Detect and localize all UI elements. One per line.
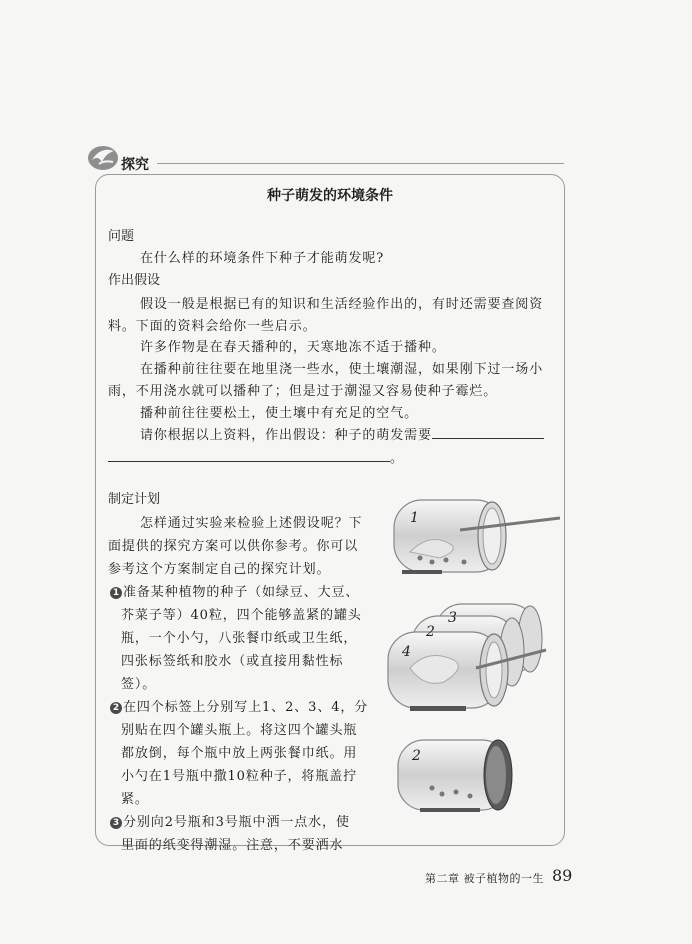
- hypothesis-heading: 作出假设: [108, 273, 161, 288]
- bird-logo-icon: [86, 142, 120, 172]
- answer-blank-1[interactable]: [432, 425, 544, 439]
- step-number-2: 2: [110, 702, 122, 714]
- jar-label: 2: [426, 624, 435, 640]
- jar-label: 1: [410, 510, 419, 526]
- chapter-footer: 第二章 被子植物的一生: [425, 872, 544, 885]
- hypothesis-paragraph-line: 播种前往往要松土，使土壤中有充足的空气。: [140, 406, 419, 421]
- step-2: [110, 696, 368, 715]
- plan-intro-line: 参考这个方案制定自己的探究计划。: [108, 562, 331, 577]
- header-divider: [157, 163, 564, 164]
- step-line: 在四个标签上分别写上1、2、3、4，分: [123, 700, 369, 715]
- step-3: [110, 811, 350, 830]
- hypothesis-paragraph-line: 料。下面的资料会给你一些启示。: [108, 319, 317, 334]
- hypothesis-paragraph-line: 许多作物是在春天播种的，天寒地冻不适于播种。: [140, 340, 446, 355]
- jar-label: 3: [448, 610, 457, 626]
- hypothesis-paragraph-line: 在播种前往往要在地里浇一些水，使土壤潮湿，如果刚下过一场小: [140, 362, 544, 377]
- hypothesis-prompt: [140, 424, 544, 443]
- plan-intro-line: 面提供的探究方案可以供你参考。你可以: [108, 539, 359, 554]
- hypothesis-prompt-text: 请你根据以上资料，作出假设：种子的萌发需要: [140, 428, 432, 443]
- step-number-3: 3: [110, 817, 122, 829]
- step-number-1: 1: [110, 587, 122, 599]
- answer-end-mark: 。: [390, 451, 404, 466]
- answer-blank-2[interactable]: [108, 448, 390, 462]
- step-line: 芥菜子等）40粒，四个能够盖紧的罐头: [121, 608, 362, 623]
- step-line: 四张标签纸和胶水（或直接用黏性标: [121, 654, 344, 669]
- section-label: 探究: [121, 157, 149, 173]
- question-text: 在什么样的环境条件下种子才能萌发呢?: [140, 251, 385, 266]
- step-line: 分别向2号瓶和3号瓶中洒一点水，使: [123, 815, 350, 830]
- page-number: 89: [552, 866, 573, 885]
- jar-label: 4: [402, 644, 411, 660]
- hypothesis-paragraph-line: 雨，不用浇水就可以播种了；但是过于潮湿又容易使种子霉烂。: [108, 384, 498, 399]
- step-line: 里面的纸变得潮湿。注意，不要洒水: [121, 838, 344, 853]
- step-line: 小勺在1号瓶中撒10粒种子，将瓶盖拧: [121, 769, 358, 784]
- plan-intro-line: 怎样通过实验来检验上述假设呢？下: [140, 516, 363, 531]
- step-line: 瓶，一个小勺，八张餐巾纸或卫生纸，: [121, 631, 358, 646]
- step-line: 签）。: [121, 677, 157, 692]
- jars-illustration: [380, 492, 562, 826]
- page-title: 种子萌发的环境条件: [267, 188, 393, 204]
- step-line: 都放倒，每个瓶中放上两张餐巾纸。用: [121, 746, 358, 761]
- plan-heading: 制定计划: [108, 492, 161, 507]
- step-line: 准备某种植物的种子（如绿豆、大豆、: [123, 585, 360, 600]
- hypothesis-paragraph-line: 假设一般是根据已有的知识和生活经验作出的，有时还需要查阅资: [140, 297, 544, 312]
- step-1: [110, 581, 359, 600]
- question-heading: 问题: [108, 229, 135, 244]
- hypothesis-answer-line: [108, 447, 404, 466]
- step-line: 别贴在四个罐头瓶上。将这四个罐头瓶: [121, 723, 358, 738]
- step-line: 紧。: [121, 792, 149, 807]
- jar-label: 2: [412, 748, 421, 764]
